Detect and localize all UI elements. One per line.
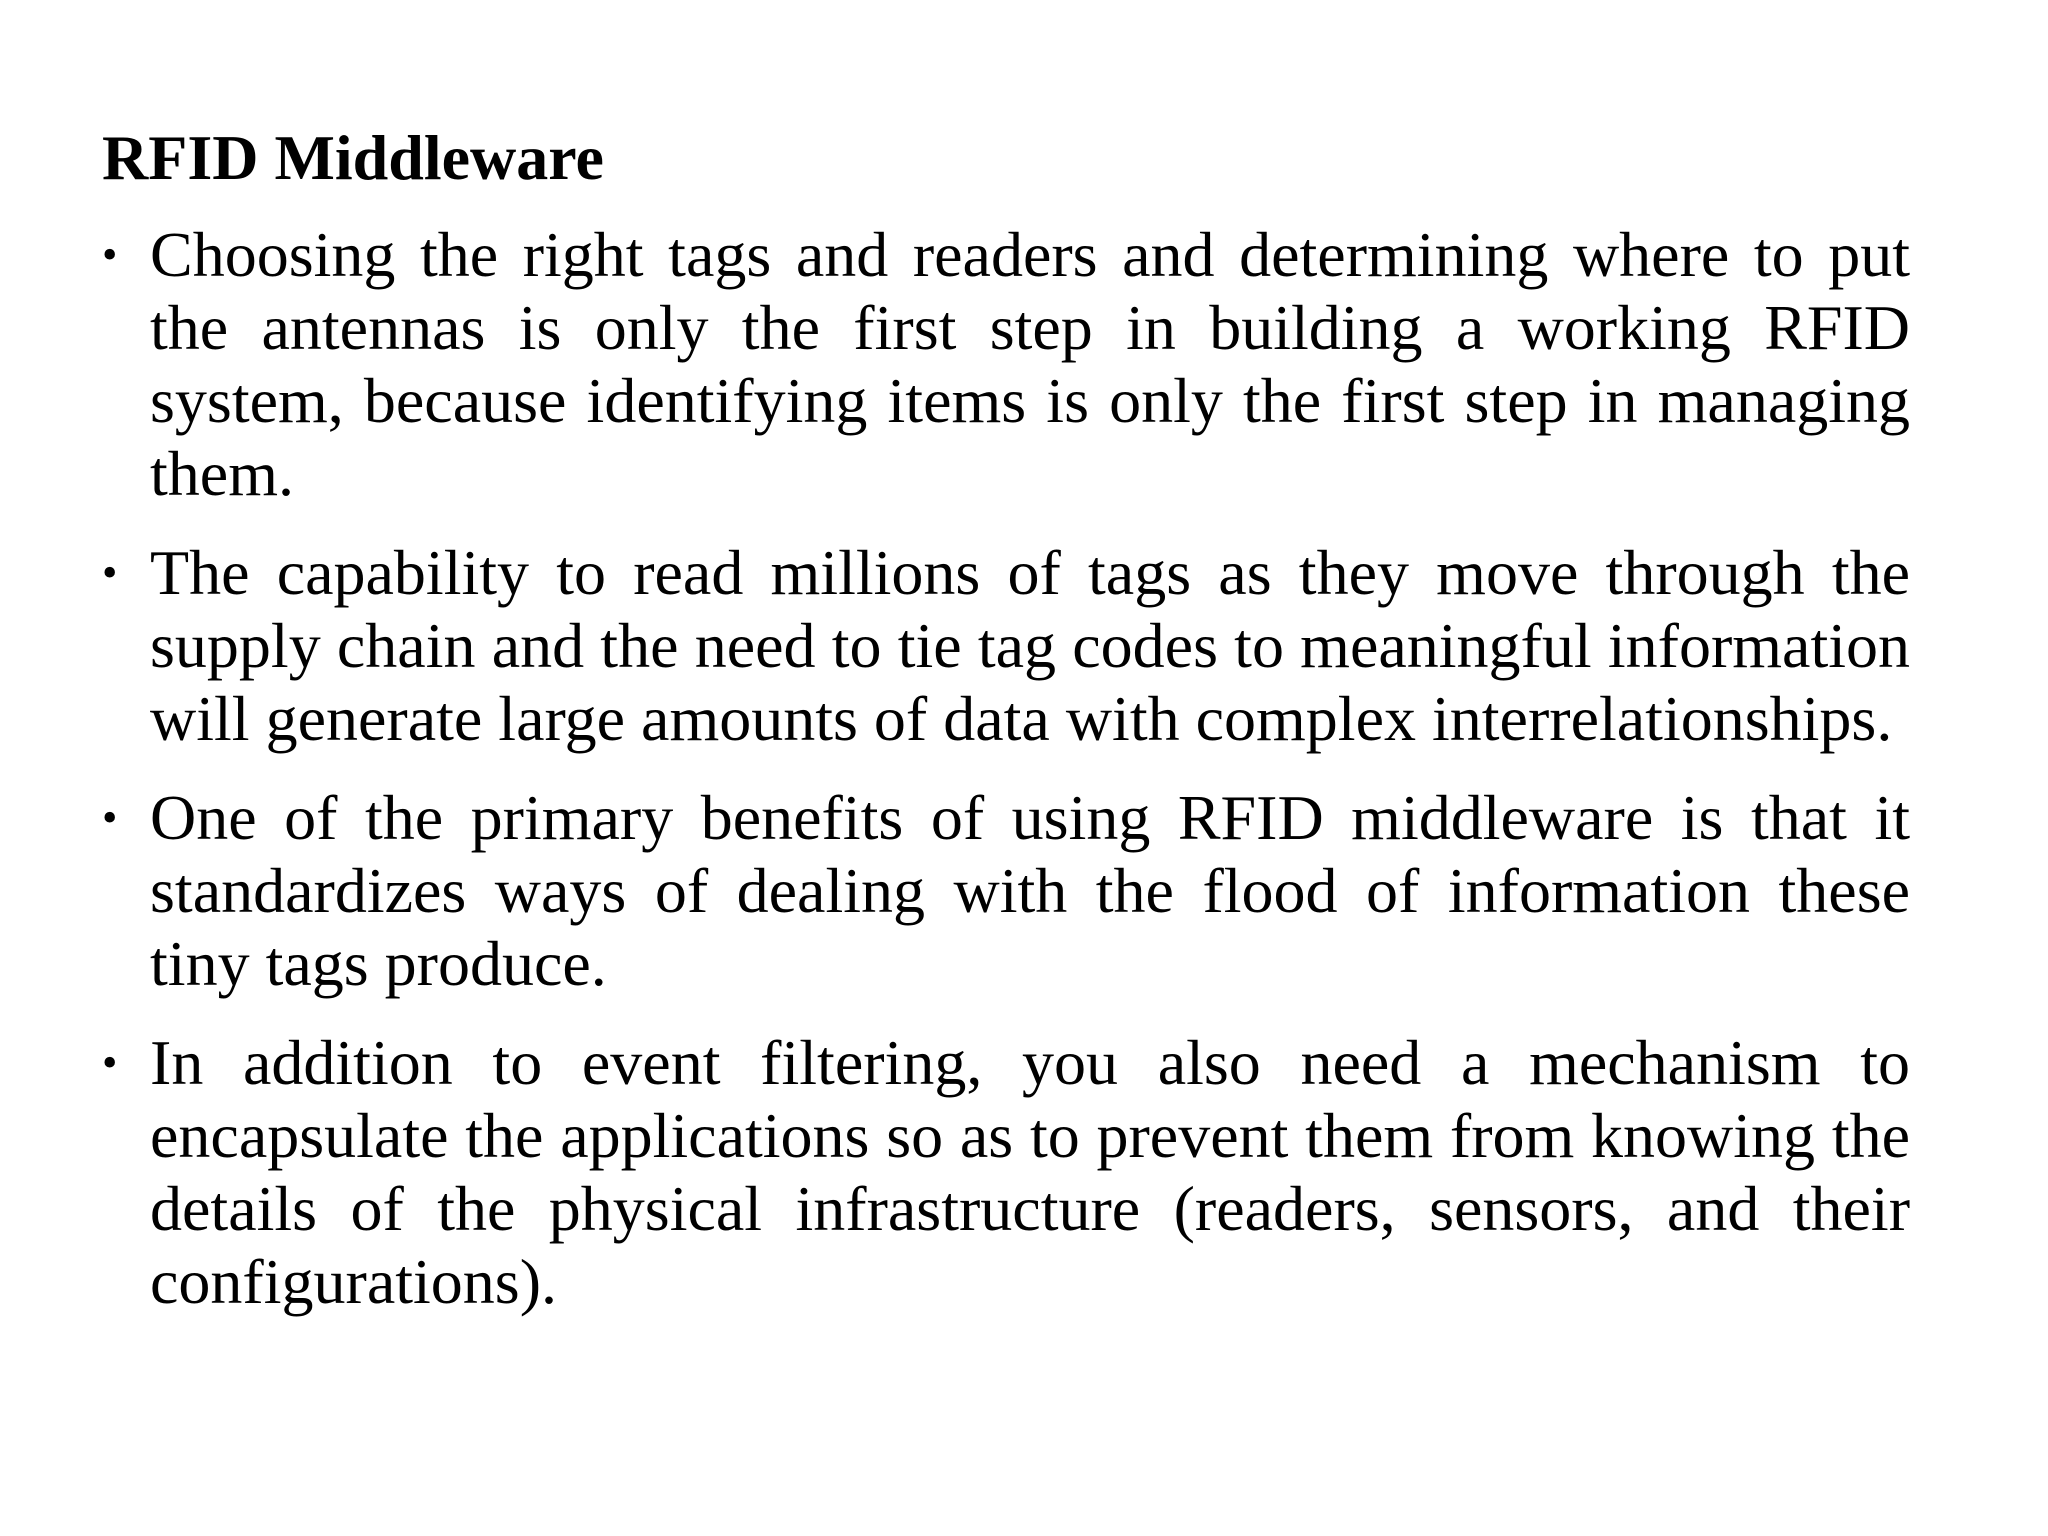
bullet-item [102, 1026, 1910, 1318]
bullet-item [102, 781, 1910, 1000]
bullet-icon: • [102, 230, 118, 279]
slide-title: RFID Middleware [102, 122, 604, 193]
bullet-icon: • [102, 793, 118, 842]
bullet-list [102, 218, 1910, 1344]
bullet-item [102, 218, 1910, 510]
bullet-text: One of the primary benefits of using RFID middleware is that it standardizes ways of dealing with the flood of information these tiny tags produce. [150, 782, 1910, 999]
bullet-icon: • [102, 1038, 118, 1087]
bullet-text: Choosing the right tags and readers and determining where to put the antennas is only the first step in building a working RFID system, because identifying items is only the first step in managing them. [150, 219, 1910, 509]
bullet-item [102, 536, 1910, 755]
bullet-text: In addition to event filtering, you also need a mechanism to encapsulate the applications so as to prevent them from knowing the details of the physical infrastructure (readers, sensors, and their configurations). [150, 1027, 1910, 1317]
bullet-icon: • [102, 548, 118, 597]
bullet-text: The capability to read millions of tags as they move through the supply chain and the need to tie tag codes to meaningful information will generate large amounts of data with complex interrelationships. [150, 537, 1910, 754]
